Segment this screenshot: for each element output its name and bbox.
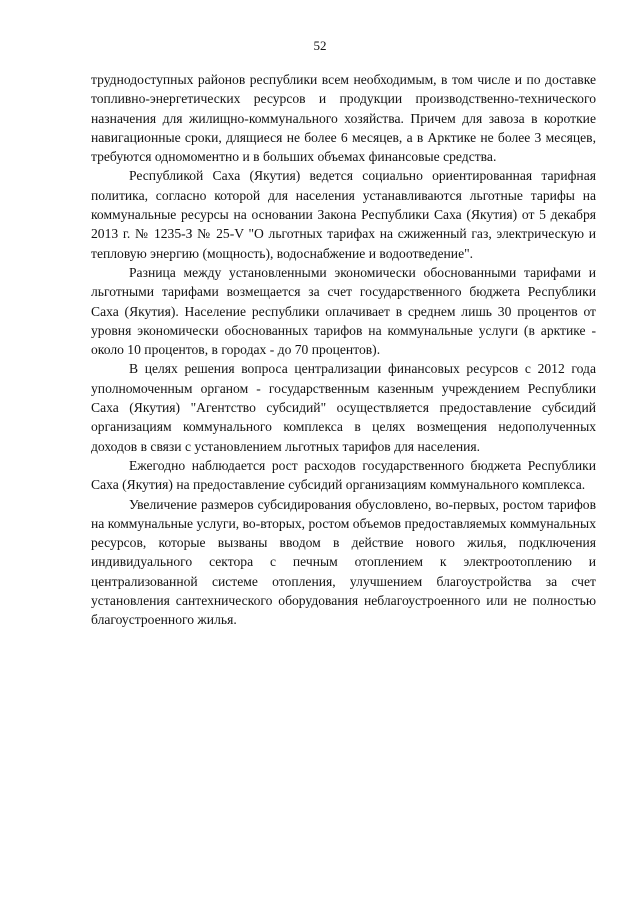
paragraph-tariff-policy: Республикой Саха (Якутия) ведется социально ориентированная тарифная политика, согласно которой для населения устанавливаются льготные тарифы на коммунальные ресурсы на основании Закона Республики Саха (Якутия) от 5 декабря 2013 г. № 1235-З № 25-V "О льготных тарифах на сжиженный газ, электрическую и тепловую энергию (мощность), водоснабжение и водоотведение". [91, 168, 596, 261]
page-number: 52 [313, 38, 327, 53]
paragraph-budget-growth: Ежегодно наблюдается рост расходов государственного бюджета Республики Саха (Якутия) на предоставление субсидий организациям коммунального комплекса. [91, 457, 596, 493]
paragraph-tariff-difference: Разница между установленными экономически обоснованными тарифами и льготными тарифами возмещается за счет государственного бюджета Республики Саха (Якутия). Население республики оплачивает в среднем лишь 30 процентов от уровня экономически обоснованных тарифов на коммунальные услуги (в арктике - около 10 процентов, в городах - до 70 процентов). [91, 264, 596, 358]
paragraph-continuation: труднодоступных районов республики всем необходимым, в том числе и по доставке топливно-энергетических ресурсов и продукции производственно-технического назначения для жилищно-коммунального хозяйства. Причем для завоза в короткие навигационные сроки, длящиеся не более 6 месяцев, а в Арктике не более 3 месяцев, требуются одномоментно и в больших объемах финансовые средства. [91, 72, 596, 165]
paragraph-subsidy-increase: Увеличение размеров субсидирования обусловлено, во-первых, ростом тарифов на коммунальные услуги, во-вторых, ростом объемов предоставляемых коммунальных ресурсов, которые вызваны вводом в действие нового жилья, подключения индивидуального сектора с печным отоплением к электроотоплению и централизованной системе отопления, улучшением благоустройства за счет установления сантехнического оборудования неблагоустроенного или не полностью благоустроенного жилья. [91, 496, 596, 628]
paragraph-centralization: В целях решения вопроса централизации финансовых ресурсов с 2012 года уполномоченным органом - государственным казенным учреждением Республики Саха (Якутия) "Агентство субсидий" осуществляется предоставление субсидий организациям коммунального комплекса в целях возмещения недополученных доходов в связи с установлением льготных тарифов для населения. [91, 361, 596, 454]
document-body [91, 70, 596, 630]
